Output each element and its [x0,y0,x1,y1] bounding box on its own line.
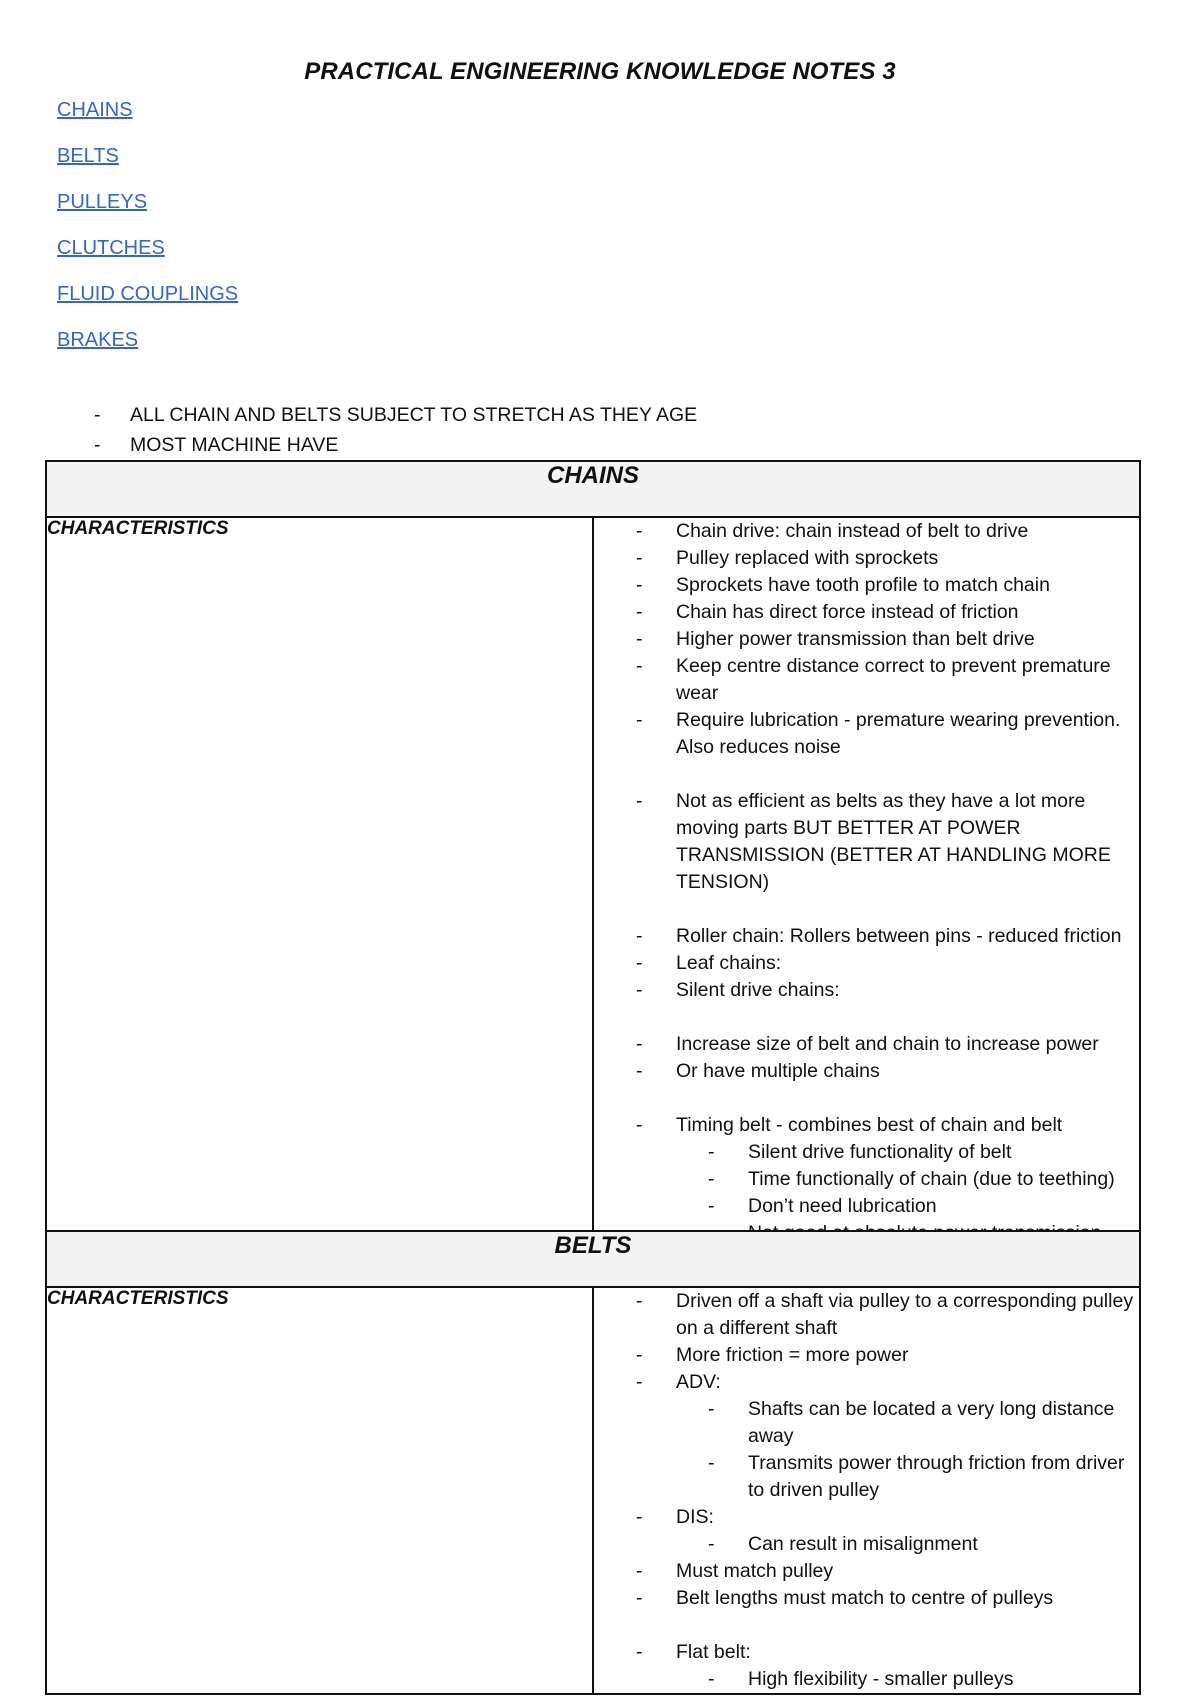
chains-label: CHARACTERISTICS [46,517,593,1275]
belts-list [594,1288,1139,1693]
toc-item [57,191,238,237]
chains-list [594,518,1139,1274]
sub-list-item: - Transmits power through friction from driver to driven pulley [636,1450,1139,1504]
list-item: - Flat belt: [636,1639,1139,1666]
toc-item [57,145,238,191]
sub-list-item: - Shafts can be located a very long distance away [636,1396,1139,1450]
toc-link-brakes[interactable]: BRAKES [57,329,139,351]
list-item: - Sprockets have tooth profile to match chain [636,572,1139,599]
list-item: - Leaf chains: [636,950,1139,977]
list-item: - More friction = more power [636,1342,1139,1369]
toc-link-fluid-couplings[interactable]: FLUID COUPLINGS [57,283,239,305]
toc-item [57,99,238,145]
toc-item [57,283,238,329]
sub-list-item: - Silent drive functionality of belt [636,1139,1139,1166]
table-of-contents [57,99,238,375]
belts-content [593,1287,1140,1694]
list-item: - Or have multiple chains [636,1058,1139,1085]
list-item: - Belt lengths must match to centre of pulleys [636,1585,1139,1612]
list-item: - Silent drive chains: [636,977,1139,1004]
chains-heading: CHAINS [46,461,1140,517]
sub-list-item: - Don’t need lubrication [636,1193,1139,1220]
list-item: - Timing belt - combines best of chain and belt [636,1112,1139,1139]
list-item: - Require lubrication - premature wearing prevention. Also reduces noise [636,707,1139,761]
list-item: - DIS: [636,1504,1139,1531]
intro-item: - MOST MACHINE HAVE [90,430,697,460]
list-item: - Pulley replaced with sprockets [636,545,1139,572]
list-item: - Increase size of belt and chain to increase power [636,1031,1139,1058]
list-item: - ADV: [636,1369,1139,1396]
list-item: - Driven off a shaft via pulley to a corresponding pulley on a different shaft [636,1288,1139,1342]
page-title: PRACTICAL ENGINEERING KNOWLEDGE NOTES 3 [304,58,896,85]
belts-heading: BELTS [46,1231,1140,1287]
sub-list-item: - Can result in misalignment [636,1531,1139,1558]
sub-list-item: - High flexibility - smaller pulleys [636,1666,1139,1693]
belts-table [45,1230,1141,1695]
list-item: - Higher power transmission than belt drive [636,626,1139,653]
chains-content [593,517,1140,1275]
chains-table [45,460,1141,1276]
intro-list [90,400,697,460]
toc-item [57,329,238,375]
toc-link-pulleys[interactable]: PULLEYS [57,191,148,213]
intro-item: - ALL CHAIN AND BELTS SUBJECT TO STRETCH AS THEY AGE [90,400,697,430]
toc-link-clutches[interactable]: CLUTCHES [57,237,165,259]
toc-link-chains[interactable]: CHAINS [57,99,133,121]
list-item: - Roller chain: Rollers between pins - reduced friction [636,923,1139,950]
sub-list-item: - Time functionally of chain (due to teething) [636,1166,1139,1193]
list-item: - Must match pulley [636,1558,1139,1585]
toc-item [57,237,238,283]
list-item: - Not as efficient as belts as they have a lot more moving parts BUT BETTER AT POWER TRANSMISSION (BETTER AT HANDLING MORE TENSION) [636,788,1139,896]
list-item: - Keep centre distance correct to prevent premature wear [636,653,1139,707]
belts-label: CHARACTERISTICS [46,1287,593,1694]
list-item: - Chain drive: chain instead of belt to drive [636,518,1139,545]
list-item: - Chain has direct force instead of friction [636,599,1139,626]
toc-link-belts[interactable]: BELTS [57,145,119,167]
